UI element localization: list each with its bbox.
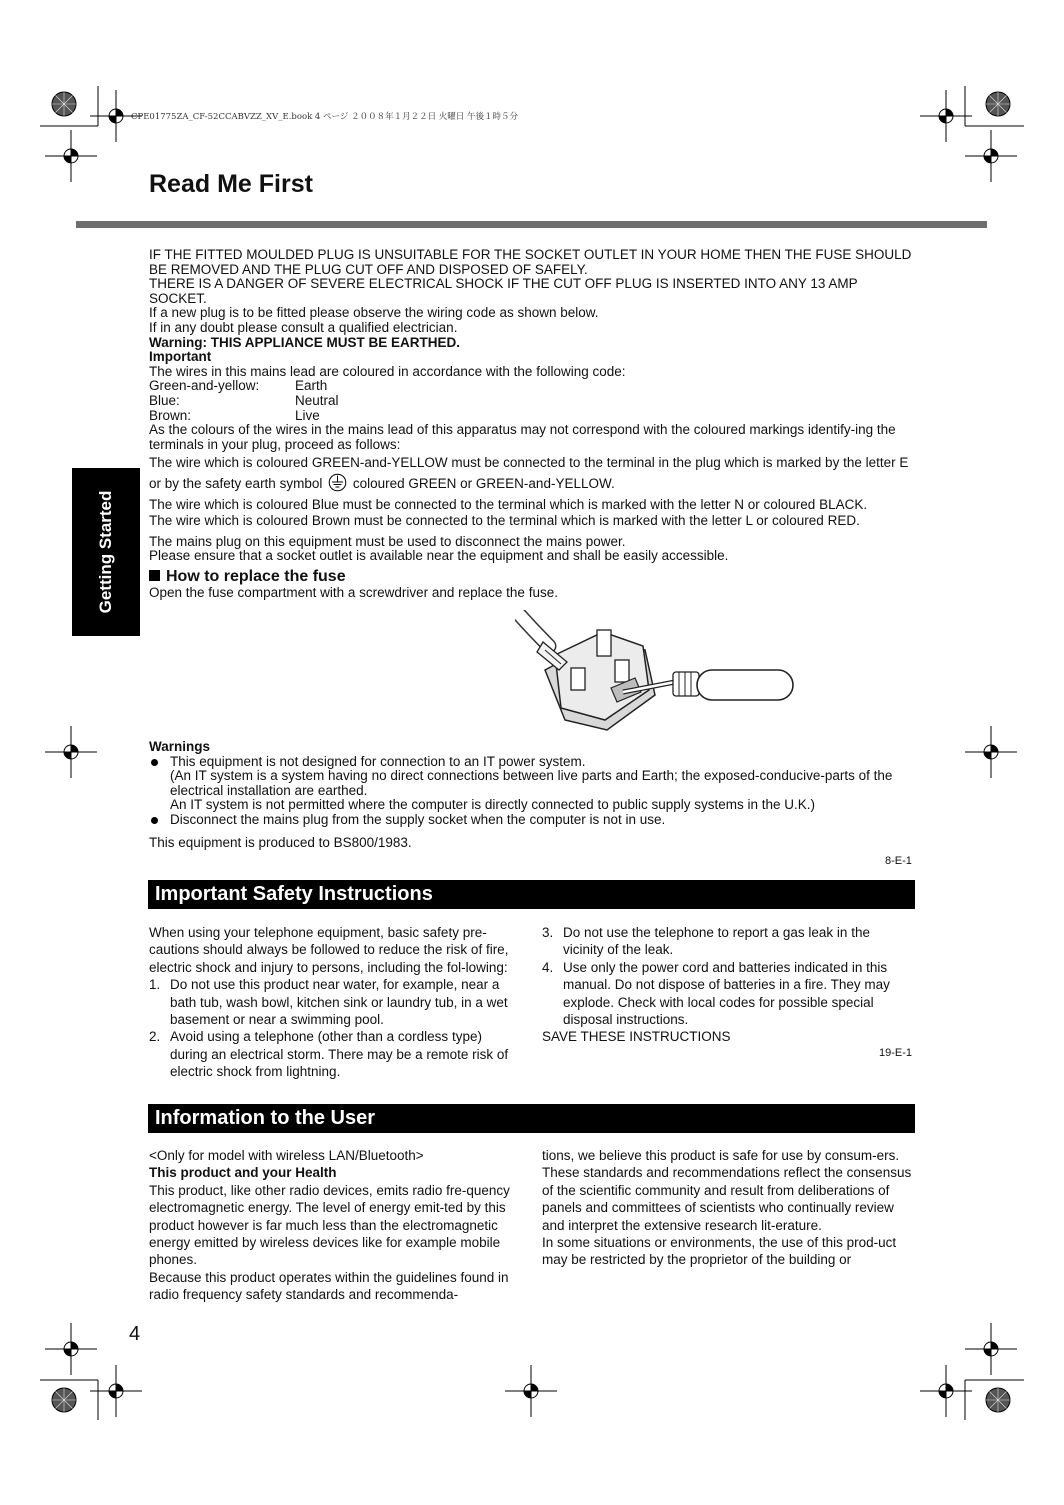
wire-value: Earth [295,378,328,394]
list-number: 3. [542,925,554,940]
save-instructions: SAVE THESE INSTRUCTIONS [542,1029,731,1045]
wire-label: Brown: [149,407,192,423]
warning-item: This equipment is not designed for connection to an IT power system. [149,755,915,770]
info-paragraph: Because this product operates within the guidelines found in radio frequency safety standards and recommenda- [149,1269,509,1303]
reference-code: 19-E-1 [879,1047,913,1059]
list-text: Do not use the telephone to report a gas leak in the vicinity of the leak. [563,925,870,958]
info-paragraph: In some situations or environments, the use of this prod-uct may be restricted by the proprietor of the building or [542,1235,897,1268]
warning-note: An IT system is not permitted where the computer is directly connected to public supply systems in the U.K.) [170,797,816,813]
earthed-warning: Warning: THIS APPLIANCE MUST BE EARTHED. [149,334,461,350]
list-number: 1. [149,977,161,993]
warning-note: (An IT system is a system having no direct connections between live parts and Earth; the exposed-conducive-parts of the electrical installation are earthed. [170,768,893,798]
fuse-heading-text: How to replace the fuse [166,567,346,585]
list-text: Avoid using a telephone (other than a cordless type) during an electrical storm. There may be a remote risk of electric shock from lightning. [170,1029,509,1080]
health-heading: This product and your Health [149,1165,337,1181]
wire-label: Blue: [149,392,180,408]
section-heading-safety: Important Safety Instructions [148,880,915,909]
list-number: 2. [149,1029,161,1045]
model-note: <Only for model with wireless LAN/Bluetooth> [149,1148,424,1163]
list-text: Use only the power cord and batteries indicated in this manual. Do not dispose of batteries in a fire. They may explode. Check with local codes for possible special disposal instructions. [563,959,890,1028]
intro-paragraph-2: THERE IS A DANGER OF SEVERE ELECTRICAL SHOCK IF THE CUT OFF PLUG IS INSERTED INTO ANY 13 AMP SOCKET. [149,276,858,306]
info-paragraph: tions, we believe this product is safe for use by consum-ers. These standards and recommendations reflect the consensus of the scientific community and result from deliberations of panels and committees of scientists who continually review and interpret the extensive research lit-erature. [542,1148,912,1233]
intro-paragraph-6: As the colours of the wires in the mains lead of this apparatus may not correspond with the coloured markings identify-ing the terminals in your plug, proceed as follows: [149,422,896,452]
intro-paragraph-4: If in any doubt please consult a qualified electrician. [149,319,458,335]
intro-paragraph-3: If a new plug is to be fitted please observe the wiring code as shown below. [149,305,599,321]
disconnect-paragraph: The mains plug on this equipment must be used to disconnect the mains power. [149,533,626,549]
fuse-text: Open the fuse compartment with a screwdriver and replace the fuse. [149,584,558,600]
warning-item: Disconnect the mains plug from the supply socket when the computer is not in use. [149,813,915,828]
list-number: 4. [542,959,554,975]
list-text: Do not use this product near water, for example, near a bath tub, wash bowl, kitchen sink or laundry tub, in a wet basement or near a swimming pool. [170,977,508,1028]
green-yellow-text-end: coloured GREEN or GREEN-and-YELLOW. [352,476,615,492]
green-yellow-text: The wire which is coloured GREEN-and-YELLOW must be connected to the terminal in the plug which is marked by the letter E or by the safety earth symbol [149,455,909,492]
reference-code: 8-E-1 [885,855,912,867]
bs-standard-text: This equipment is produced to BS800/1983. [149,834,412,850]
socket-paragraph: Please ensure that a socket outlet is available near the equipment and shall be easily accessible. [149,548,729,564]
side-tab-label: Getting Started [96,490,115,614]
intro-paragraph-1: IF THE FITTED MOULDED PLUG IS UNSUITABLE FOR THE SOCKET OUTLET IN YOUR HOME THEN THE FUSE SHOULD BE REMOVED AND THE PLUG CUT OFF AND DISPOSED OF SAFELY. [149,247,912,277]
print-header: CPE01775ZA_CF-52CCABVZZ_XV_E.book 4 ページ ２００８年１月２２日 火曜日 午後１時５分 [131,112,518,122]
wire-code-intro: The wires in this mains lead are coloured in accordance with the following code: [149,363,626,379]
wire-value: Live [295,407,320,423]
page-number: 4 [129,1323,141,1345]
wire-value: Neutral [295,392,339,408]
page-title: Read Me First [149,170,313,198]
safety-intro: When using your telephone equipment, basic safety pre-cautions should always be followed to reduce the risk of fire, electric shock and injury to persons, including the fol-lowing: [149,925,509,975]
wire-label: Green-and-yellow: [149,378,260,394]
section-heading-info: Information to the User [148,1104,915,1133]
important-label: Important [149,349,212,365]
info-paragraph: This product, like other radio devices, emits radio fre-quency electromagnetic energy. The level of energy emit-ted by this product however is far much less than the electromagnetic energy emitted by wireless devices like for example mobile phones. [149,1182,510,1268]
brown-wire-paragraph: The wire which is coloured Brown must be connected to the terminal which is marked with the letter L or coloured RED. [149,512,860,528]
warnings-heading: Warnings [149,739,211,754]
blue-wire-paragraph: The wire which is coloured Blue must be connected to the terminal which is marked with the letter N or coloured BLACK. [149,497,868,513]
